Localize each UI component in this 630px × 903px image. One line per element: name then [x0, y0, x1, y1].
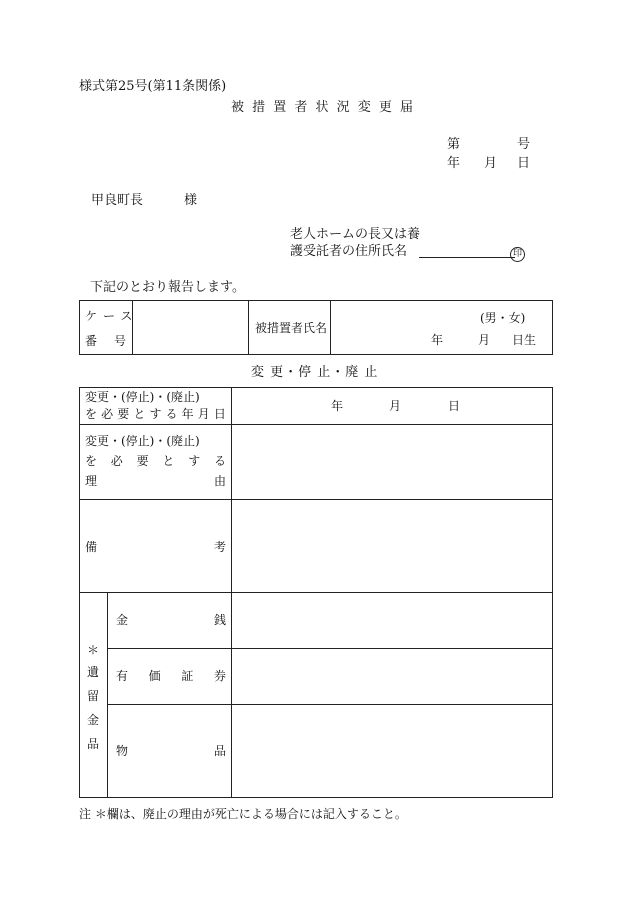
- footnote: 注 ＊欄は、廃止の理由が死亡による場合には記入すること。: [79, 807, 407, 821]
- row2-label-1: 変更・(停止)・(廃止): [85, 434, 200, 448]
- reporter-line2: 護受託者の住所氏名: [290, 244, 408, 259]
- date-year: 年: [447, 156, 461, 171]
- page-title: 被 措 置 者 状 況 変 更 届: [231, 100, 416, 115]
- side-label-char-4: 品: [87, 737, 100, 751]
- birth-day: 日生: [512, 333, 537, 347]
- remarks-label: 備 考: [85, 540, 226, 554]
- section-title: 変 更・停 止・廃 止: [251, 365, 379, 380]
- addressee-sama: 様: [184, 193, 198, 208]
- sex-field: (男・女): [480, 311, 526, 325]
- seal-mark: 印: [510, 243, 525, 262]
- date-day: 日: [517, 156, 531, 171]
- birth-year: 年: [431, 333, 444, 347]
- securities-label: 有 価 証 券: [116, 669, 226, 683]
- side-label-char-1: 遺: [87, 665, 100, 679]
- row1-label-1: 変更・(停止)・(廃止): [85, 390, 200, 404]
- form-number: 様式第25号(第11条関係): [79, 79, 227, 94]
- side-label-char-3: 金: [87, 713, 100, 727]
- intro-text: 下記のとおり報告します。: [90, 280, 245, 295]
- change-table-row-line-2: [79, 499, 553, 500]
- case-table-divider-2: [248, 300, 249, 355]
- money-label: 金 銭: [116, 613, 226, 627]
- reporter-line1: 老人ホームの長又は養: [290, 227, 421, 242]
- asterisk-mark: ＊: [87, 643, 100, 657]
- change-table-row-line-5: [107, 704, 553, 705]
- row1-year: 年: [331, 399, 344, 413]
- case-label-2: 番 号: [85, 334, 126, 348]
- birth-month: 月: [478, 333, 491, 347]
- row1-day: 日: [448, 399, 461, 413]
- row1-month: 月: [389, 399, 402, 413]
- side-column-divider: [107, 592, 108, 798]
- goods-label: 物 品: [116, 744, 226, 758]
- change-table-row-line-3: [79, 592, 553, 593]
- doc-number-dai: 第: [447, 137, 461, 152]
- row2-label-3: 理 由: [85, 474, 226, 488]
- doc-number-go: 号: [517, 137, 531, 152]
- row2-label-2: を 必 要 と す る: [85, 454, 226, 468]
- change-table-row-line-4: [107, 648, 553, 649]
- side-label-char-2: 留: [87, 689, 100, 703]
- case-label-1: ケース: [85, 309, 139, 323]
- signature-line: [419, 257, 515, 258]
- addressee-mayor: 甲良町長: [91, 193, 144, 208]
- change-table-row-line-1: [79, 424, 553, 425]
- date-month: 月: [484, 156, 498, 171]
- name-label: 被措置者氏名: [255, 321, 328, 335]
- case-table-divider-3: [330, 300, 331, 355]
- row1-label-2: を 必 要 と す る 年 月 日: [85, 407, 226, 421]
